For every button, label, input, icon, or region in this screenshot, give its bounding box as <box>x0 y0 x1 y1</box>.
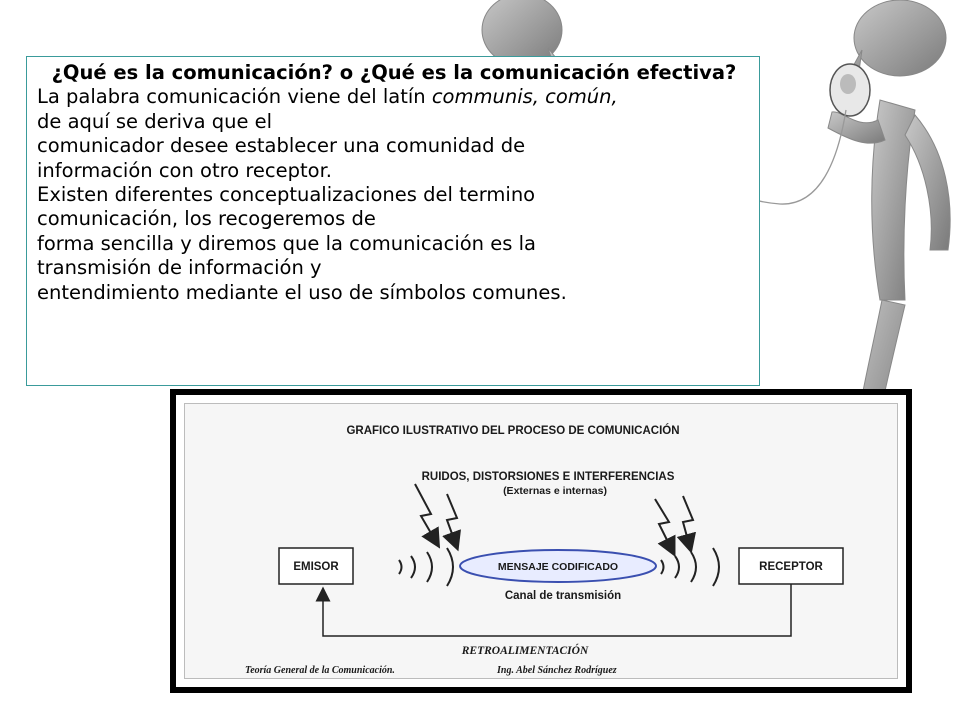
definition-line: comunicación, los recogeremos de <box>37 207 376 231</box>
communication-process-diagram <box>170 389 912 693</box>
definition-line: La palabra comunicación viene del latín communis, común, <box>37 85 618 109</box>
definition-line: forma sencilla y diremos que la comunicación es la <box>37 231 536 255</box>
mensaje-label: MENSAJE CODIFICADO <box>497 561 619 573</box>
receptor-label: RECEPTOR <box>759 561 823 573</box>
diagram-panel <box>184 403 898 679</box>
diagram-title: GRAFICO ILUSTRATIVO DEL PROCESO DE COMUNICACIÓN <box>346 425 680 437</box>
diagram-footer-right: Ing. Abel Sánchez Rodríguez <box>497 665 617 676</box>
definition-line: información con otro receptor. <box>37 158 333 182</box>
definition-line: comunicador desee establecer una comunidad de <box>37 134 526 158</box>
definition-line: entendimiento mediante el uso de símbolos comunes. <box>37 280 567 304</box>
noise-sublabel: (Externas e internas) <box>503 485 607 497</box>
diagram-footer-left: Teoría General de la Comunicación. <box>245 665 395 676</box>
definition-line: de aquí se deriva que el <box>37 109 273 133</box>
retroalimentacion-label: RETROALIMENTACIÓN <box>461 645 589 657</box>
noise-label: RUIDOS, DISTORSIONES E INTERFERENCIAS <box>421 471 675 483</box>
sound-waves-right-icon <box>661 548 719 586</box>
sound-waves-left-icon <box>399 548 453 586</box>
canal-label: Canal de transmisión <box>504 590 622 602</box>
definition-title: ¿Qué es la comunicación? o ¿Qué es la comunicación efectiva? <box>51 61 737 84</box>
definition-line: Existen diferentes conceptualizaciones del termino <box>37 183 536 207</box>
definition-text-box <box>26 56 760 386</box>
definition-line: transmisión de información y <box>37 256 322 280</box>
emisor-label: EMISOR <box>293 561 339 573</box>
right-cup <box>830 64 870 116</box>
